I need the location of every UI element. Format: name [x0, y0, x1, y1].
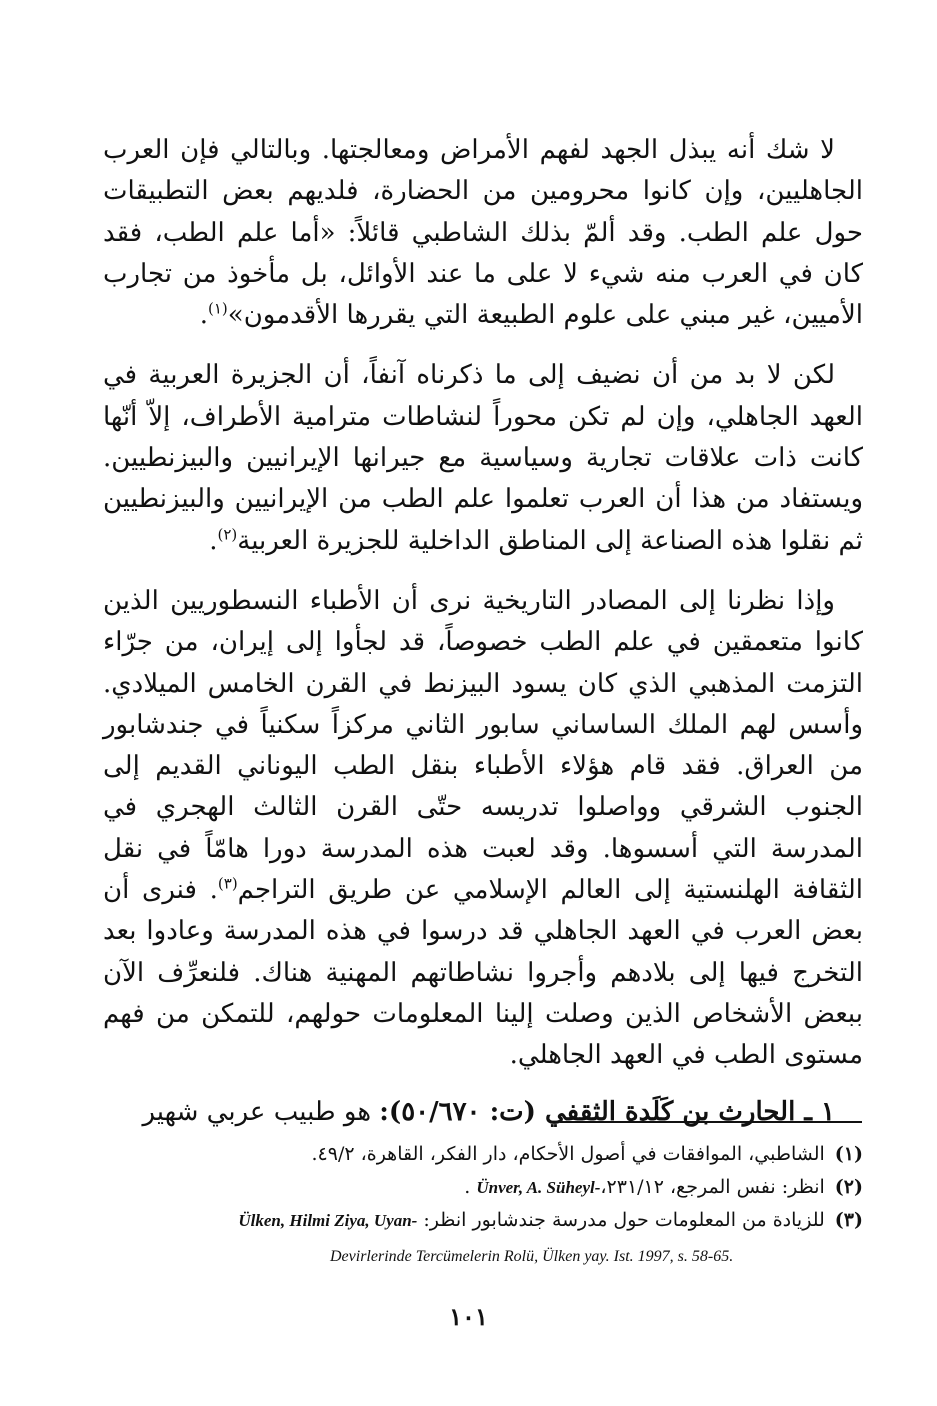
footnote-divider [560, 1121, 862, 1123]
paragraph-tail: . [199, 300, 208, 331]
footnote-ref-3: (٣) [217, 874, 238, 893]
footnote-3-continuation: Devirlerinde Tercümelerin Rolü, Ülken yay. Ist. 1997, s. 58-65. [330, 1248, 734, 1265]
footnote-3 [103, 1204, 863, 1237]
paragraph-tail: . فنرى أن بعض العرب في العهد الجاهلي قد درسوا في هذه المدرسة وعادوا بعد التخرج فيها إلى بلادهم وأجروا نشاطاتهم المهنية هناك. فلنعرِّف الآن ببعض الأشخاص الذين وصلت إلينا المعلومات حولهم، للتمكن من فهم مستوى الطب في العهد الجاهلي. [103, 875, 863, 1071]
footnote-2 [103, 1171, 863, 1204]
footnotes [103, 1138, 863, 1237]
entry-paragraph [103, 1092, 863, 1133]
paragraph-text: وإذا نظرنا إلى المصادر التاريخية نرى أن الأطباء النسطوريين الذين كانوا متعمقين في علم الطب خصوصاً، قد لجأوا إلى إيران، من جرّاء التزمت المذهبي الذي كان يسود البيزنط في القرن الخامس الميلادي. وأسس لهم الملك الساساني سابور الثاني مركزاً سكنياً في جندشابور من العراق. فقد قام هؤلاء الأطباء بنقل الطب اليوناني القديم إلى الجنوب الشرقي وواصلوا تدريسه حتّى القرن الثالث الهجري في المدرسة التي أسسوها. وقد لعبت هذه المدرسة دورا هامّاً في نقل الثقافة الهلنستية إلى العالم الإسلامي عن طريق التراجم [103, 585, 864, 906]
footnote-latin: Ünver, A. Süheyl- [476, 1178, 601, 1197]
paragraph-text: لكن لا بد من أن نضيف إلى ما ذكرناه آنفاً، أن الجزيرة العربية في العهد الجاهلي، وإن لم تكن محوراً لنشاطات مترامية الأطراف، إلاّ أنّها كانت ذات علاقات تجارية وسياسية مع جيرانها الإيرانيين والبيزنطيين. ويستفاد من هذا أن العرب تعلموا علم الطب من الإيرانيين والبيزنطيين ثم نقلوا هذه الصناعة إلى المناطق الداخلية للجزيرة العربية [103, 360, 863, 556]
footnote-ref-1: (١) [208, 299, 228, 318]
footnote-number: (٣) [834, 1209, 863, 1231]
footnote-text: انظر: نفس المرجع، ٢٣١/١٢، [600, 1176, 825, 1198]
footnote-1 [103, 1138, 863, 1171]
paragraph-tail: . [209, 525, 218, 556]
paragraph-text: لا شك أنه يبذل الجهد لفهم الأمراض ومعالجتها. وبالتالي فإن العرب الجاهليين، وإن كانوا محرومين من الحضارة، فلديهم بعض التطبيقات حول علم الطب. وقد ألمّ بذلك الشاطبي قائلاً: «أما علم الطب، فقد كان في العرب منه شيء لا على ما عند الأوائل، بل مأخوذ من تجارب الأميين، غير مبني على علوم الطبيعة التي يقررها الأقدمون» [103, 135, 863, 331]
paragraph-3 [103, 581, 863, 1077]
footnote-number: (١) [834, 1143, 863, 1165]
body-text [103, 130, 863, 1152]
paragraph-2 [103, 355, 863, 561]
footnote-text: للزيادة من المعلومات حول مدرسة جندشابور انظر: [423, 1209, 825, 1231]
footnote-tail: . [464, 1176, 477, 1198]
paragraph-1 [103, 130, 863, 336]
footnote-number: (٢) [834, 1176, 863, 1198]
page-number: ١٠١ [449, 1302, 488, 1331]
entry-text: هو طبيب عربي شهير [142, 1096, 380, 1127]
footnote-ref-2: (٢) [217, 525, 238, 544]
entry-heading: ١ ـ الحارث بن كَلَدة الثقفي (ت: ٥٠/٦٧٠): [379, 1096, 835, 1127]
footnote-text: الشاطبي، الموافقات في أصول الأحكام، دار الفكر، القاهرة، ٤٩/٢. [311, 1143, 825, 1165]
footnote-latin: Ülken, Hilmi Ziya, Uyan- [238, 1211, 418, 1230]
